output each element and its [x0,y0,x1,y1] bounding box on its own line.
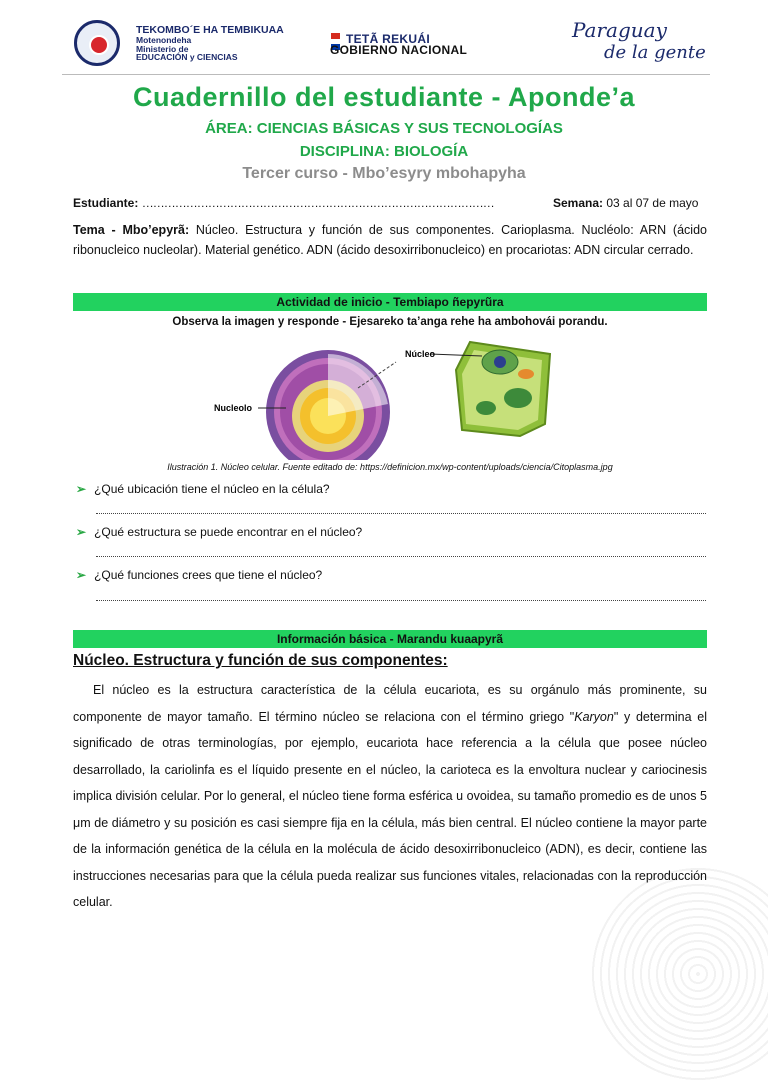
question-text: ¿Qué estructura se puede encontrar en el núcleo? [94,525,363,539]
ministry-subtitle: Motenondeha [136,35,192,45]
question-text: ¿Qué funciones crees que tiene el núcleo? [94,568,323,582]
body-text-part2: " y determina el significado de otras terminologías, por ejemplo, eucariota hace referencia a la célula que posee núcleo desarrollado, la cariolinfa es el líquido presente en el núcleo, la carioteca es la envoltura nuclear y cariocinesis implica división celular. Por lo general, el núcleo tiene forma esférica u ovoidea, su tamaño promedio es de unos 5 μm de diámetro y su posición es casi siempre fija en la célula, más bien central. El núcleo contiene la mayor parte de la información genética de la célula en la molécula de ácido desoxirribonucleico (ADN), es decir, contiene las instrucciones necesarias para que la célula pueda realizar sus funciones vitales, relacionadas con la reproducción celular. [73,709,707,909]
ministry-label: Ministerio de [136,44,189,54]
week-field [553,196,698,210]
government-name: GOBIERNO NACIONAL [330,43,468,57]
arrow-bullet-icon: ➢ [76,568,87,582]
answer-line[interactable] [96,600,706,601]
brand-logo-line2: de la gente [604,42,706,63]
question-text: ¿Qué ubicación tiene el núcleo en la célula? [94,482,330,496]
body-paragraph [73,677,707,916]
discipline-heading: DISCIPLINA: BIOLOGÍA [299,143,469,160]
brand-logo-line1: Paraguay [572,18,667,42]
question-item [76,482,330,496]
plant-cell-image [430,342,550,436]
student-label: Estudiante: [73,196,139,210]
week-label: Semana: [553,196,604,210]
course-heading: Tercer curso - Mbo’esyry mbohapyha [242,165,526,182]
cell-illustration [200,334,560,460]
nucleolo-label: Nucleolo [214,403,253,413]
area-heading: ÁREA: CIENCIAS BÁSICAS Y SUS TECNOLOGÍAS [205,120,563,137]
answer-line[interactable] [96,513,706,514]
student-field [73,196,494,210]
body-text-italic: Karyon [574,709,614,724]
ministry-name: EDUCACIÓN y CIENCIAS [136,52,238,62]
government-name-guarani: TETÃ REKUÁI [346,32,430,46]
page-title: Cuadernillo del estudiante - Aponde’a [132,82,636,112]
figure-caption: Ilustración 1. Núcleo celular. Fuente editado de: https://definicion.mx/wp-content/uploads/ciencia/Citoplasma.jpg [167,462,613,472]
body-text-part1: El núcleo es la estructura característica de la célula eucariota, es su orgánulo más prominente, su componente de mayor tamaño. El término núcleo se relaciona con el término griego " [73,683,707,724]
arrow-bullet-icon: ➢ [76,525,87,539]
header-divider [62,74,710,75]
question-item [76,568,322,582]
topic-text: Núcleo. Estructura y función de sus componentes. Carioplasma. Nucléolo: ARN (ácido ribonucleico nucleolar). Material genético. ADN (ácido desoxirribonucleico) en procariotas: ADN circular cerrado. [73,223,707,257]
student-blank: …………………………………………………………………………………… [141,196,494,210]
topic-paragraph [73,220,707,260]
nucleo-label: Núcleo [405,349,436,359]
topic-label: Tema - Mbo’epyrã: [73,223,190,237]
info-header: Información básica - Marandu kuaapyrã [73,630,707,648]
ministry-seal-icon [74,20,120,66]
section-subtitle: Núcleo. Estructura y función de sus componentes: [73,652,448,669]
week-value: 03 al 07 de mayo [606,196,699,210]
activity-instruction: Observa la imagen y responde - Ejesareko ta’anga rehe ha ambohováі porandu. [172,316,608,328]
activity-header: Actividad de inicio - Tembiapo ñepyrũra [73,293,707,311]
ministry-name-guarani: TEKOMBO´E HA TEMBIKUAA [136,24,284,36]
answer-line[interactable] [96,556,706,557]
animal-cell-image [258,350,390,460]
arrow-bullet-icon: ➢ [76,482,87,496]
question-item [76,525,362,539]
